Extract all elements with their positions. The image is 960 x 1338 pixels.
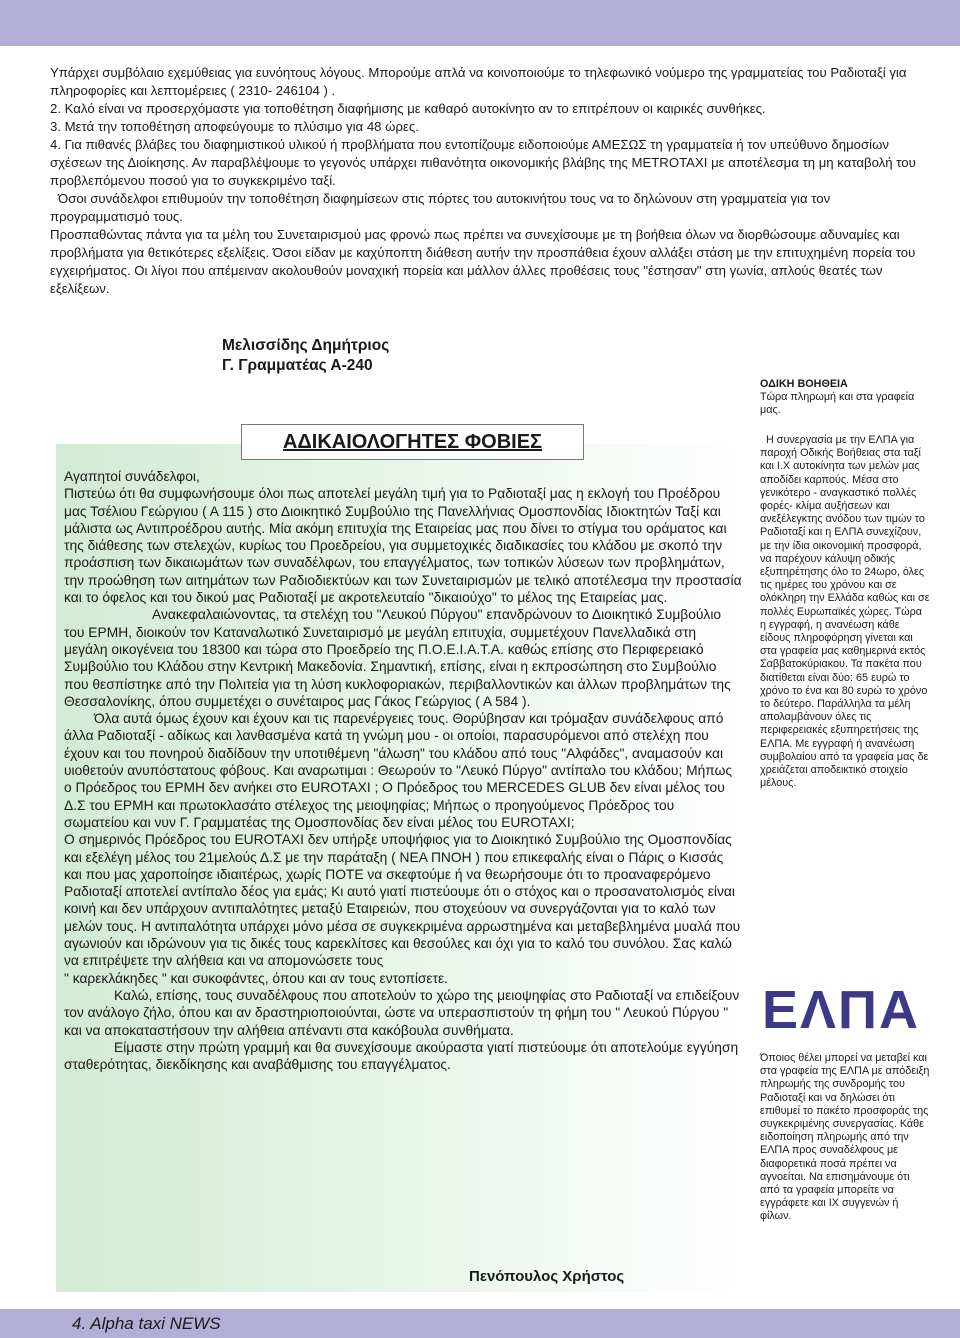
article-paragraph-6: Καλώ, επίσης, τους συναδέλφους που αποτελούν το χώρο της μειοψηφίας στο Ραδιοταξί να επιδείξουν τον ανάλογο ζήλο, όπου και αν δραστηριοποιούνται, ώστε να υπερασπιστούν τη φήμη του " Λευκού Πύργου " και να αποκαταστήσουν την αλήθεια απέναντι στα κακόβουλα συνθήματα. (64, 987, 740, 1038)
sidebar-body-2 (760, 1052, 930, 1224)
signature-1-name: Μελισσίδης Δημήτριος (222, 337, 390, 354)
article-greeting: Αγαπητοί συνάδελφοι, (64, 469, 200, 484)
sidebar-body-2-text: Όποιος θέλει μπορεί να μεταβεί και στα γραφεία της ΕΛΠΑ με απόδειξη πληρωμής της συνδρομής του Ραδιοταξί και να δηλώσει ότι επιθυμεί το πακέτο προσφοράς της συγκεκριμένης συνεργασίας. Κάθε ειδοποίηση πληρωμής από την ΕΛΠΑ προς συναδέλφους με διαφορετικά ποσά πρέπει να αγνοείται. Να επισημάνουμε ότι από τα γραφεία μπορείτε να εγγράφετε και ΙΧ συγγενών ή φίλων. (760, 1052, 930, 1223)
signature-block-1 (222, 336, 389, 376)
article-body (64, 468, 742, 1073)
top-paragraph-2: 2. Καλό είναι να προσερχόμαστε για τοποθέτηση διαφήμισης με καθαρό αυτοκίνητο αν το επιτρέπουν οι καιρικές συνθήκες. (50, 101, 766, 116)
top-paragraph-6: Προσπαθώντας πάντα για τα μέλη του Συνεταιρισμού μας φρονώ πως πρέπει να συνεχίσουμε με τη βοήθεια όλων να διορθώσουμε αδυναμίες και προβλήματα για θετικότερες εξελίξεις. Όσοι είδαν με καχύποπτη διάθεση αυτήν την προσπάθεια έχουν αλλάξει στάση με την επιτυχημένη πορεία του εγχειρήματος. Οι λίγοι που απέμειναν ακολουθούν μοναχική πορεία και μάλλον άλλες προθέσεις τους "έστησαν" στη γωνία, απλούς θεατές των εξελίξεων. (50, 227, 916, 296)
sidebar-body (760, 434, 930, 790)
article-paragraph-7: Είμαστε στην πρώτη γραμμή και θα συνεχίσουμε ακούραστα γιατί πιστεύουμε ότι αποτελούμε εγγύηση σταθερότητας, διεκδίκησης και αναβάθμισης του επαγγέλματος. (64, 1039, 739, 1073)
top-paragraph-5: Όσοι συνάδελφοι επιθυμούν την τοποθέτηση διαφημίσεων στις πόρτες του αυτοκινήτου τους να το δηλώνουν στη γραμματεία για τον προγραμματισμό τους. (50, 191, 831, 224)
footer-band (0, 1309, 960, 1338)
article-paragraph-2: Ανακεφαλαιώνοντας, τα στελέχη του "Λευκού Πύργου" επανδρώνουν το Διοικητικό Συμβούλιο του ΕΡΜΗ, διοικούν τον Καταναλωτικό Συνεταιρισμό με μεγάλη επιτυχία, συμμετέχουν Πανελλαδικά στη μεγάλη οικογένεια του 18300 και τώρα στο Προεδρείο της Π.Ο.Ε.Ι.Α.Τ.Α. καθώς επίσης στο Περιφερειακό Συμβούλιο του Κλάδου στην Κεντρική Μακεδονία. Σημαντική, επίσης, είναι η εκπροσώπηση στο Συμβούλιο που θεσπίστηκε από την Πολιτεία για τη λύση κυκλοφοριακών, περιβαλλοντικών και άλλων προβλημάτων της Θεσσαλονίκης, όπου συμμετέχει ο συνέταιρος μας Γάκος Γεώργιος ( Α 584 ). (64, 607, 731, 709)
top-paragraph-3: 3. Μετά την τοποθέτηση αποφεύγουμε το πλύσιμο για 48 ώρες. (50, 119, 419, 134)
article-paragraph-4: Ο σημερινός Πρόεδρος του EUROTAXI δεν υπήρξε υποψήφιος για το Διοικητικό Συμβούλιο της Ομοσπονδίας και εξελέγη μέλος του 21μελούς Δ.Σ με την παράταξη ( ΝΕΑ ΠΝΟΗ ) που επικεφαλής είναι ο Πάρις ο Κισσάς και που μας χαροποίησε ιδιαιτέρως, χωρίς ΠΟΤΕ να σκεφτούμε ή να θεωρήσουμε ότι το προαναφερόμενο Ραδιοταξί αποτελεί αντίπαλο δέος για εμάς; Κι αυτό γιατί πιστεύουμε ότι ο στόχος και ο προσανατολισμός είναι κοινή και δεν υπάρχουν αντιπαλότητες μεταξύ Εταιρειών, που στοχεύουν να συνεργάζονται για το καλό των μελών τους. Η αντιπαλότητα υπάρχει μόνο μέσα σε συγκεκριμένα αρρωστημένα και μεταβεβλημένα μυαλά που αγωνιούν και ιδρώνουν για τις δικές τους καρεκλίτσες και θεσούλες και όχι για το καλό του συνόλου. Σας καλώ να επιτρέψετε την αλήθεια και να απομονώσετε τους (64, 832, 741, 969)
elpa-logo: ΕΛΠΑ (762, 980, 921, 1040)
article-paragraph-5: " καρεκλάκηδες " και συκοφάντες, όπου και αν τους εντοπίσετε. (64, 970, 449, 986)
sidebar-header (760, 378, 930, 418)
top-paragraph-4: 4. Για πιθανές βλάβες του διαφημιστικού υλικού ή προβλήματα που εντοπίζουμε ειδοποιούμε ΑΜΕΣΩΣ τη γραμματεία ή τον υπεύθυνο δημοσίων σχέσεων της Διοίκησης. Αν παραβλέψουμε το γεγονός υπάρχει πιθανότητα οικονομικής βλάβης της METROTAXI με αποτέλεσμα τη μη καταβολή του προβλεπόμενου ποσού για το συγκεκριμένο ταξί. (50, 137, 916, 188)
footer-page-label: 4. Alpha taxi NEWS (72, 1314, 221, 1333)
signature-1-role: Γ. Γραμματέας Α-240 (222, 357, 373, 374)
sidebar-body-text: Η συνεργασία με την ΕΛΠΑ για παροχή Οδικής Βοήθειας στα ταξί και Ι.Χ αυτοκίνητα των μελών μας αποδίδει καρπούς. Μέσα στο γενικότερο - αναγκαστικό πολλές φορές- κλίμα αυξήσεων και ανεξέλεγκτης ανόδου των τιμών το Ραδιοταξί και η ΕΛΠΑ συνεχίζουν, με την ίδια οικονομική προσφορά, να παρέχουν κάλυψη οδικής εξυπηρέτησης όλο το 24ωρο, όλες τις ημέρες του χρόνου και σε ολόκληρη την Ελλάδα καθώς και σε πολλές Ευρωπαϊκές χώρες. Τώρα η εγγραφή, η ανανέωση κάθε είδους πληροφόρηση γίνεται και στα γραφεία μας καθημερινά εκτός Σαββατοκύριακου. Τα πακέτα που διατίθεται είναι δύο: 65 ευρώ το χρόνο το ένα και 80 ευρώ το χρόνο το δεύτερο. Παράλληλα τα μέλη απολαμβάνουν όλες τις περιφερειακές εξυπηρετήσεις της ΕΛΠΑ. Με εγγραφή ή ανανέωση συμβολαίου από τα γραφεία μας δε χρειάζεται αποδεικτικό στοιχείο μέλους. (760, 434, 930, 790)
article-signature: Πενόπουλος Χρήστος (469, 1268, 625, 1285)
article-paragraph-3: Όλα αυτά όμως έχουν και έχουν και τις παρενέργειες τους. Θορύβησαν και τρόμαξαν συνάδελφους από άλλα Ραδιοταξί - αδίκως και λανθασμένα κατά τη γνώμη μου - οι οποίοι, παρασυρόμενοι από στελέχη που έχουν και του πονηρού διαδίδουν την υποτιθέμενη "άλωση" του κλάδου από τους "Αλφάδες", αναμασούν και υιοθετούν ανυπόστατους φόβους. Και αναρωτιμαι : Θεωρούν το "Λευκό Πύργο" αντίπαλο του κλάδου; Μήπως ο Πρόεδρος του ΕΡΜΗ δεν ανήκει στο EUROTAXI ; Ο Πρόεδρος του MERCEDES GLUB δεν είναι μέλος του Δ.Σ του ΕΡΜΗ και πρωτοκλασάτο στέλεχος της μειοψηφίας; Μήπως ο προηγούμενος Πρόεδρος του σωματείου και νυν Γ. Γραμματέας της Ομοσπονδίας δεν είναι μέλος του EUROTAXI; (64, 711, 733, 830)
sidebar-heading: ΟΔΙΚΗ ΒΟΗΘΕΙΑ (760, 378, 848, 390)
sidebar-subheading: Τώρα πληρωμή και στα γραφεία μας. (760, 391, 915, 417)
top-paragraph-1: Υπάρχει συμβόλαιο εχεμύθειας για ευνόητους λόγους. Μπορούμε απλά να κοινοποιούμε το τηλεφωνικό νούμερο της γραμματείας του Ραδιοταξί για πληροφορίες και λεπτομέρειες ( 2310- 246104 ) . (50, 65, 907, 98)
top-color-band (0, 0, 960, 46)
top-text-block (50, 64, 920, 298)
article-paragraph-1: Πιστεύω ότι θα συμφωνήσουμε όλοι πως αποτελεί μεγάλη τιμή για το Ραδιοταξί μας η εκλογή του Προέδρου μας Τσέλιου Γεώργιου ( Α 115 ) στο Διοικητικό Συμβούλιο της Πανελλήνιας Ομοσπονδίας Ιδιοκτητών Ταξί και μάλιστα ως Αντιπροέδρου αυτής. Μία ακόμη επιτυχία της Εταιρείας μας που δίνει το στίγμα του οράματος και της διάθεσης των στελεχών, κυρίως του Προεδρείου, για συμμετοχικές διαδικασίες του κλάδου με σκοπό την προάσπιση των δικαιωμάτων των συναδέλφων, του επαγγέλματος, των τοπικών λύσεων των προβλημάτων, την προώθηση των αιτημάτων των Ραδιοδιεκτύων και των Συνεταιρισμών με τελικό αποτέλεσμα την προστασία και το όφελος και του δικού μας Ραδιοταξί με ακροτελευταίο "δικαιούχο" το μέλος της Εταιρείας μας. (64, 486, 742, 606)
article-title: ΑΔΙΚΑΙΟΛΟΓΗΤΕΣ ΦΟΒΙΕΣ (241, 424, 584, 460)
